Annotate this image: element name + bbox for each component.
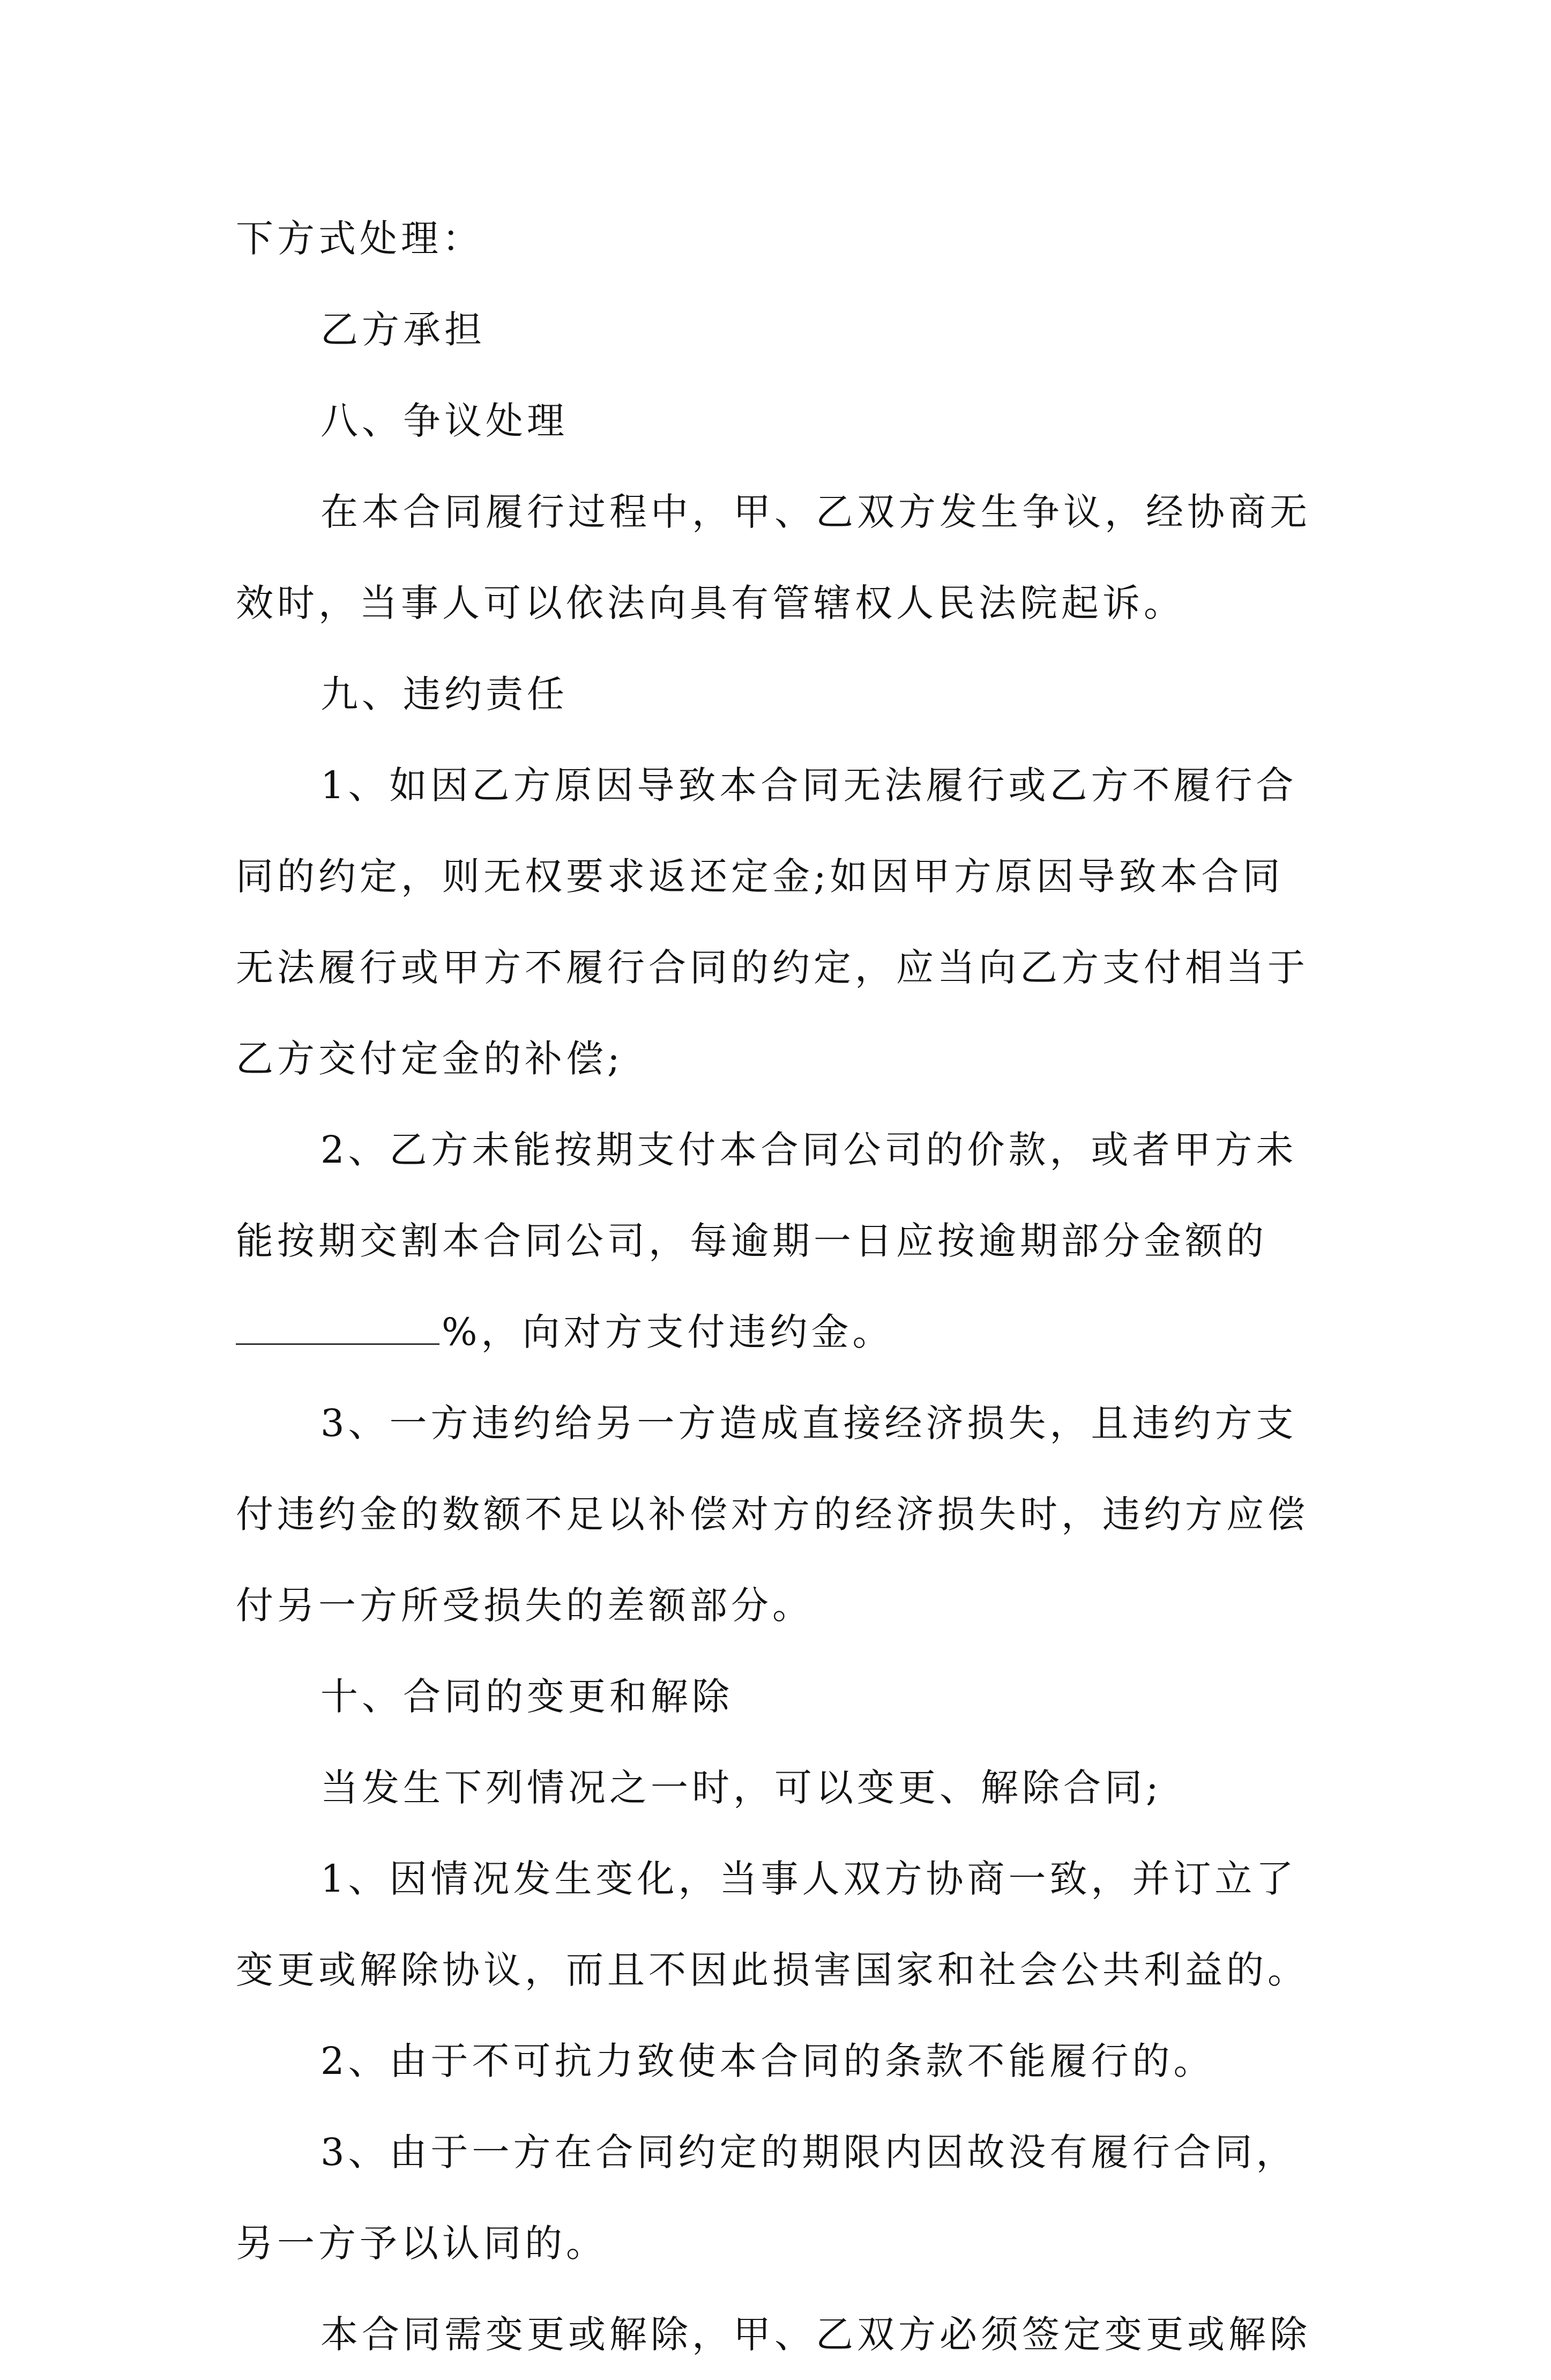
- document-body: [236, 193, 1329, 2380]
- text-line: 能按期交割本合同公司，每逾期一日应按逾期部分金额的: [236, 1219, 1267, 1263]
- fill-in-blank: [236, 1343, 439, 1345]
- section-heading: 九、违约责任: [320, 672, 568, 716]
- text-line: 1、因情况发生变化，当事人双方协商一致，并订立了: [320, 1857, 1298, 1901]
- text-line: 乙方承担: [320, 308, 486, 352]
- text-line: 付另一方所受损失的差额部分。: [236, 1583, 814, 1627]
- text-line: 下方式处理：: [236, 217, 483, 261]
- text-line: 乙方交付定金的补偿;: [236, 1037, 624, 1081]
- text-line: 3、由于一方在合同约定的期限内因故没有履行合同，: [320, 2130, 1298, 2174]
- text-line: 付违约金的数额不足以补偿对方的经济损失时，违约方应偿: [236, 1492, 1309, 1536]
- text-line: 变更或解除协议，而且不因此损害国家和社会公共利益的。: [236, 1948, 1309, 1992]
- text-line-remainder: %，向对方支付违约金。: [442, 1310, 894, 1354]
- text-line: 当发生下列情况之一时，可以变更、解除合同;: [320, 1766, 1162, 1810]
- section-heading: 八、争议处理: [320, 399, 568, 443]
- text-line: 1、如因乙方原因导致本合同无法履行或乙方不履行合: [320, 763, 1298, 807]
- text-line-with-blank: [236, 1286, 1329, 1378]
- text-line: 另一方予以认同的。: [236, 2221, 607, 2265]
- text-line: 在本合同履行过程中，甲、乙双方发生争议，经协商无: [320, 490, 1311, 534]
- text-line: 同的约定，则无权要求返还定金;如因甲方原因导致本合同: [236, 854, 1284, 898]
- text-line: 3、一方违约给另一方造成直接经济损失，且违约方支: [320, 1401, 1298, 1445]
- section-heading: 十、合同的变更和解除: [320, 1675, 733, 1719]
- text-line: 2、乙方未能按期支付本合同公司的价款，或者甲方未: [320, 1128, 1298, 1172]
- text-line: 2、由于不可抗力致使本合同的条款不能履行的。: [320, 2039, 1215, 2083]
- text-line: 本合同需变更或解除，甲、乙双方必须签定变更或解除: [320, 2312, 1311, 2356]
- text-line: 效时，当事人可以依法向具有管辖权人民法院起诉。: [236, 581, 1185, 625]
- text-line: 无法履行或甲方不履行合同的约定，应当向乙方支付相当于: [236, 946, 1309, 990]
